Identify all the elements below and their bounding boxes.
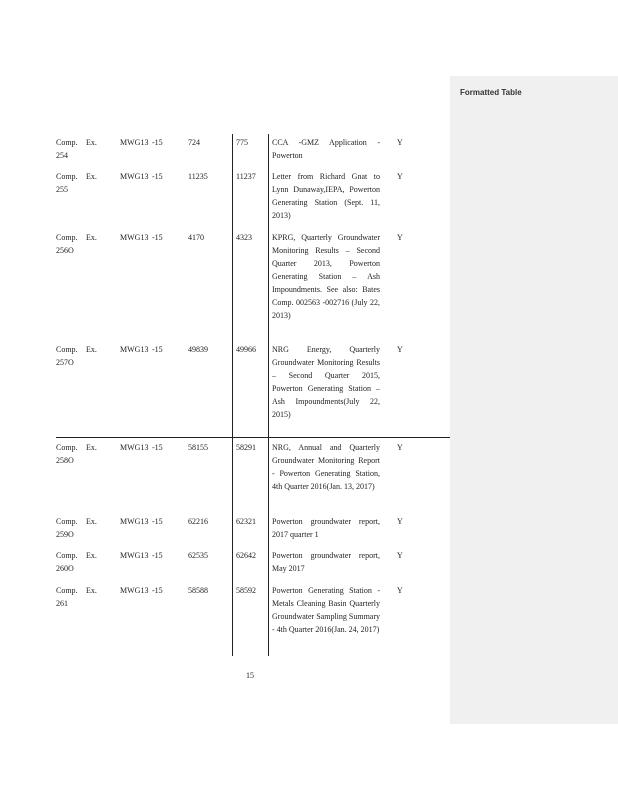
ex-cell: Ex. (86, 443, 97, 452)
comp-cell: Comp. 260O (56, 551, 78, 573)
ex-cell: Ex. (86, 233, 97, 242)
end-bates-cell: 58291 (236, 443, 256, 452)
description-cell: NRG Energy, Quarterly Groundwater Monitoring Results – Second Quarter 2015, Powerton Generating Station – Ash Impoundments(July 22, 2015) (272, 345, 380, 419)
comp-cell: Comp. 255 (56, 172, 78, 194)
table-rule-after-start (232, 134, 233, 656)
comment-margin-pane (450, 76, 618, 724)
start-bates-cell: 58155 (188, 443, 208, 452)
comp-cell: Comp. 254 (56, 138, 78, 160)
start-bates-cell: 4170 (188, 233, 204, 242)
flag-cell: Y (397, 443, 403, 452)
start-bates-cell: 58588 (188, 586, 208, 595)
flag-cell: Y (397, 345, 403, 354)
ex-cell: Ex. (86, 551, 97, 560)
num-cell: -15 (152, 172, 163, 181)
flag-cell: Y (397, 138, 403, 147)
well-cell: MWG13 (120, 551, 149, 560)
end-bates-cell: 58592 (236, 586, 256, 595)
num-cell: -15 (152, 586, 163, 595)
well-cell: MWG13 (120, 517, 149, 526)
description-cell: NRG, Annual and Quarterly Groundwater Monitoring Report - Powerton Generating Station, 4th Quarter 2016(Jan. 13, 2017) (272, 443, 380, 491)
end-bates-cell: 775 (236, 138, 248, 147)
start-bates-cell: 724 (188, 138, 200, 147)
start-bates-cell: 11235 (188, 172, 208, 181)
ex-cell: Ex. (86, 345, 97, 354)
description-cell: KPRG, Quarterly Groundwater Monitoring Results – Second Quarter 2013, Powerton Generating Station – Ash Impoundments. See also: Bates Comp. 002563 -002716 (July 22, 2013) (272, 233, 380, 320)
ex-cell: Ex. (86, 172, 97, 181)
comp-cell: Comp. 259O (56, 517, 78, 539)
table-rule-horizontal (56, 437, 450, 438)
description-cell: Powerton groundwater report, May 2017 (272, 551, 380, 573)
end-bates-cell: 62321 (236, 517, 256, 526)
well-cell: MWG13 (120, 233, 149, 242)
description-cell: Powerton Generating Station -Metals Cleaning Basin Quarterly Groundwater Sampling Summary - 4th Quarter 2016(Jan. 24, 2017) (272, 586, 380, 634)
comp-cell: Comp. 256O (56, 233, 78, 255)
num-cell: -15 (152, 345, 163, 354)
ex-cell: Ex. (86, 138, 97, 147)
flag-cell: Y (397, 172, 403, 181)
comp-cell: Comp. 258O (56, 443, 78, 465)
description-cell: Letter from Richard Gnat to Lynn Dunaway,IEPA, Powerton Generating Station (Sept. 11, 2013) (272, 172, 380, 220)
well-cell: MWG13 (120, 345, 149, 354)
end-bates-cell: 4323 (236, 233, 252, 242)
page-number: 15 (246, 671, 254, 680)
start-bates-cell: 49839 (188, 345, 208, 354)
well-cell: MWG13 (120, 172, 149, 181)
end-bates-cell: 62642 (236, 551, 256, 560)
num-cell: -15 (152, 443, 163, 452)
description-cell: CCA -GMZ Application - Powerton (272, 138, 380, 160)
comp-cell: Comp. 257O (56, 345, 78, 367)
formatted-table-comment: Formatted Table (460, 88, 522, 97)
well-cell: MWG13 (120, 138, 149, 147)
num-cell: -15 (152, 551, 163, 560)
well-cell: MWG13 (120, 586, 149, 595)
flag-cell: Y (397, 517, 403, 526)
end-bates-cell: 11237 (236, 172, 256, 181)
num-cell: -15 (152, 233, 163, 242)
table-rule-after-end (268, 134, 269, 656)
flag-cell: Y (397, 233, 403, 242)
flag-cell: Y (397, 586, 403, 595)
num-cell: -15 (152, 517, 163, 526)
num-cell: -15 (152, 138, 163, 147)
ex-cell: Ex. (86, 586, 97, 595)
start-bates-cell: 62216 (188, 517, 208, 526)
description-cell: Powerton groundwater report, 2017 quarter 1 (272, 517, 380, 539)
ex-cell: Ex. (86, 517, 97, 526)
comp-cell: Comp. 261 (56, 586, 78, 608)
end-bates-cell: 49966 (236, 345, 256, 354)
flag-cell: Y (397, 551, 403, 560)
start-bates-cell: 62535 (188, 551, 208, 560)
well-cell: MWG13 (120, 443, 149, 452)
